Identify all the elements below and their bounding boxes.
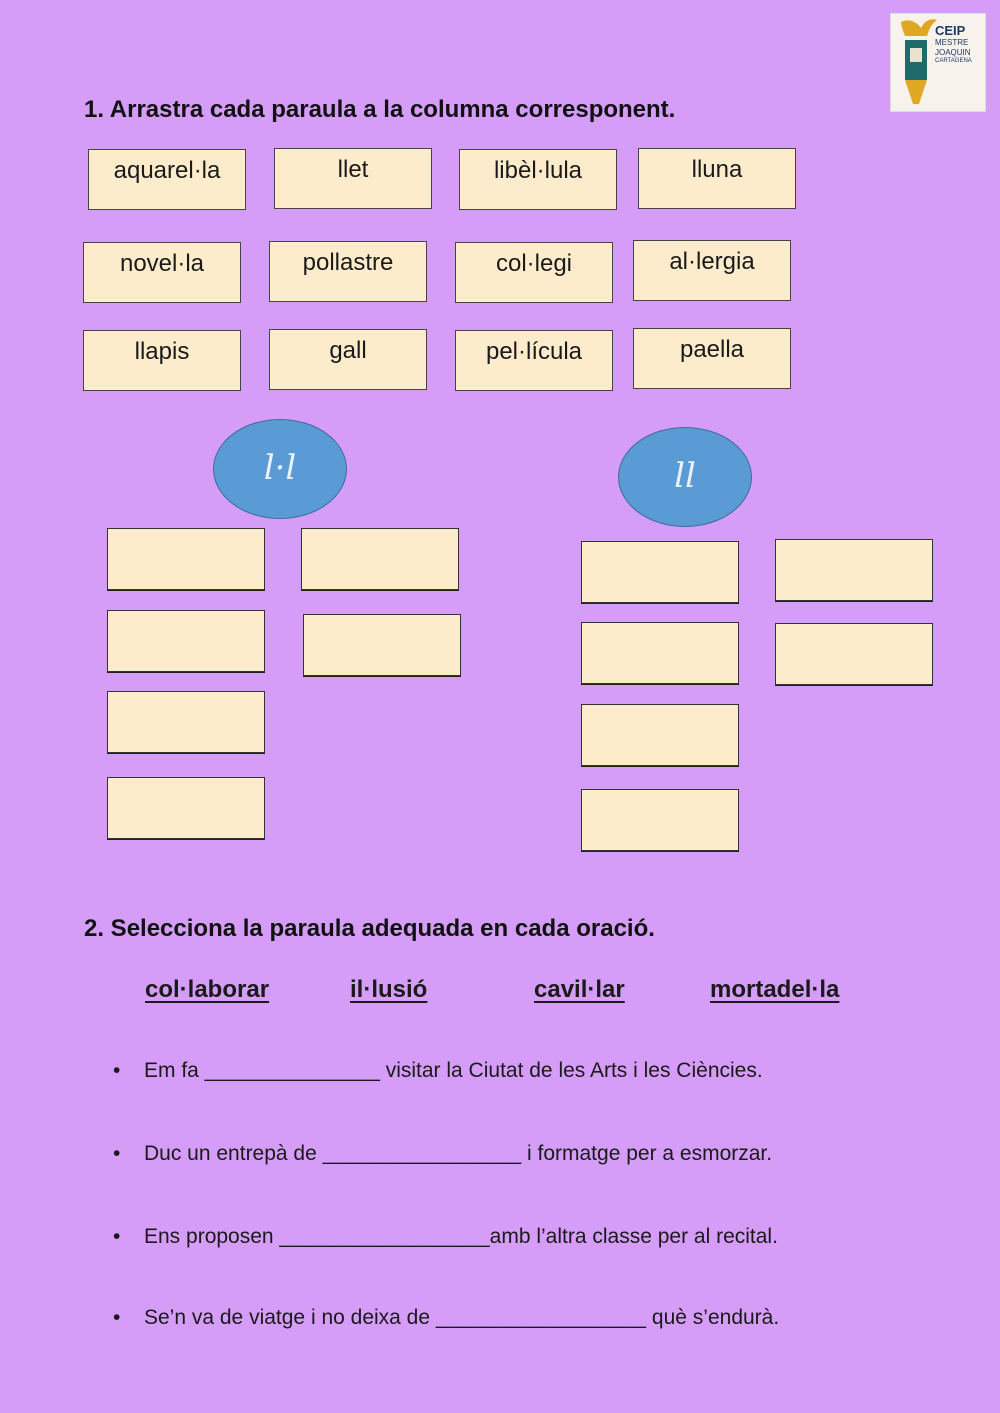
sentence-text[interactable]: Duc un entrepà de _________________ i formatge per a esmorzar.: [144, 1142, 773, 1165]
section2-title: 2. Selecciona la paraula adequada en cada oració.: [84, 915, 655, 942]
logo-text-ceip: CEIP: [935, 23, 966, 38]
sentence-text[interactable]: Ens proposen __________________amb l’altra classe per al recital.: [144, 1225, 778, 1248]
word-card[interactable]: lluna: [638, 148, 796, 209]
sentence-3: [113, 1225, 778, 1249]
sentence-1: [113, 1059, 763, 1083]
word-card[interactable]: pollastre: [269, 241, 427, 302]
drop-zone-ll-geminada[interactable]: [107, 610, 265, 672]
school-logo: [890, 13, 986, 112]
column-label-ll: ll: [618, 427, 752, 527]
word-card[interactable]: llapis: [83, 330, 241, 391]
option-mortadella[interactable]: mortadel·la: [710, 976, 840, 1003]
word-card[interactable]: libèl·lula: [459, 149, 617, 210]
drop-zone-ll-geminada[interactable]: [301, 528, 459, 590]
sentence-4: [113, 1306, 779, 1330]
logo-text-mestre: MESTRE: [935, 38, 969, 47]
word-card[interactable]: pel·lícula: [455, 330, 613, 391]
sentence-text[interactable]: Em fa _______________ visitar la Ciutat de les Arts i les Ciències.: [144, 1059, 763, 1082]
logo-text-cartagena: CARTAGENA: [935, 58, 972, 64]
drop-zone-ll-geminada[interactable]: [303, 614, 461, 676]
logo-text-joaquin: JOAQUIN: [935, 48, 971, 57]
drop-zone-ll[interactable]: [775, 539, 933, 601]
drop-zone-ll[interactable]: [581, 704, 739, 766]
drop-zone-ll-geminada[interactable]: [107, 691, 265, 753]
drop-zone-ll-geminada[interactable]: [107, 528, 265, 590]
section1-title: 1. Arrastra cada paraula a la columna corresponent.: [84, 96, 676, 123]
bullet: •: [113, 1059, 121, 1082]
word-card[interactable]: gall: [269, 329, 427, 390]
column-label-ll-geminada: l·l: [213, 419, 347, 519]
bullet: •: [113, 1225, 121, 1248]
drop-zone-ll[interactable]: [581, 789, 739, 851]
drop-zone-ll[interactable]: [581, 541, 739, 603]
drop-zone-ll-geminada[interactable]: [107, 777, 265, 839]
word-card[interactable]: col·legi: [455, 242, 613, 303]
word-card[interactable]: novel·la: [83, 242, 241, 303]
word-card[interactable]: al·lergia: [633, 240, 791, 301]
word-card[interactable]: aquarel·la: [88, 149, 246, 210]
bullet: •: [113, 1142, 121, 1165]
sentence-text[interactable]: Se’n va de viatge i no deixa de __________________ què s’endurà.: [144, 1306, 780, 1329]
word-card[interactable]: paella: [633, 328, 791, 389]
drop-zone-ll[interactable]: [581, 622, 739, 684]
option-illusio[interactable]: il·lusió: [350, 976, 428, 1003]
word-card[interactable]: llet: [274, 148, 432, 209]
drop-zone-ll[interactable]: [775, 623, 933, 685]
option-cavillar[interactable]: cavil·lar: [534, 976, 625, 1003]
option-collaborar[interactable]: col·laborar: [145, 976, 270, 1003]
sentence-2: [113, 1142, 772, 1166]
bullet: •: [113, 1306, 121, 1329]
